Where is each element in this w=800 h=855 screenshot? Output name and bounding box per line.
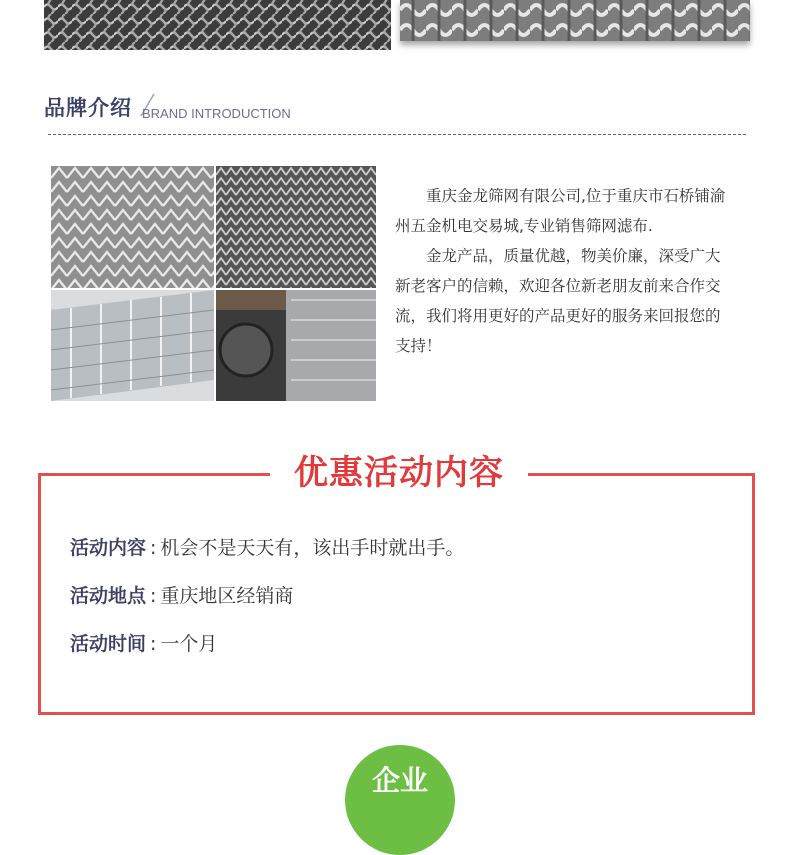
brand-section-subtitle: BRAND INTRODUCTION [142,106,291,121]
product-collage-image [51,166,376,401]
promo-label: 活动内容 [70,537,147,559]
intro-paragraph-1: 重庆金龙筛网有限公司,位于重庆市石桥铺渝州五金机电交易城,专业销售筛网滤布. [395,187,726,235]
colon: : [150,585,157,607]
mesh-photo-top-left [44,0,391,50]
intro-paragraph-2: 金龙产品，质量优越，物美价廉，深受广大新老客户的信赖，欢迎各位新老朋友前来合作交流，我们将用更好的产品更好的服务来回报您的支持！ [395,247,721,355]
enterprise-section-badge [345,745,455,855]
promo-row-time [70,629,217,656]
promo-label: 活动时间 [70,633,147,655]
promotion-title-wrap [270,448,528,498]
promo-row-location [70,581,293,608]
badge-text: 企业 [371,764,428,797]
colon: : [150,633,157,655]
promo-label: 活动地点 [70,585,147,607]
colon: : [150,537,157,559]
promotion-title: 优惠活动内容 [294,453,504,493]
brand-section-title: 品牌介绍 [44,96,132,120]
brand-intro-text [395,181,730,361]
mesh-photo-top-right [400,0,750,41]
dashed-divider [48,134,746,135]
mesh-roll-photo-4 [216,290,376,401]
mesh-belt-photo-1 [51,166,214,288]
promo-row-content [70,533,464,560]
promo-value: 一个月 [160,633,218,655]
mesh-belt-photo-3 [51,290,214,401]
promo-value: 机会不是天天有，该出手时就出手。 [160,537,465,559]
mesh-belt-photo-2 [216,166,376,288]
promo-value: 重庆地区经销商 [160,585,294,607]
